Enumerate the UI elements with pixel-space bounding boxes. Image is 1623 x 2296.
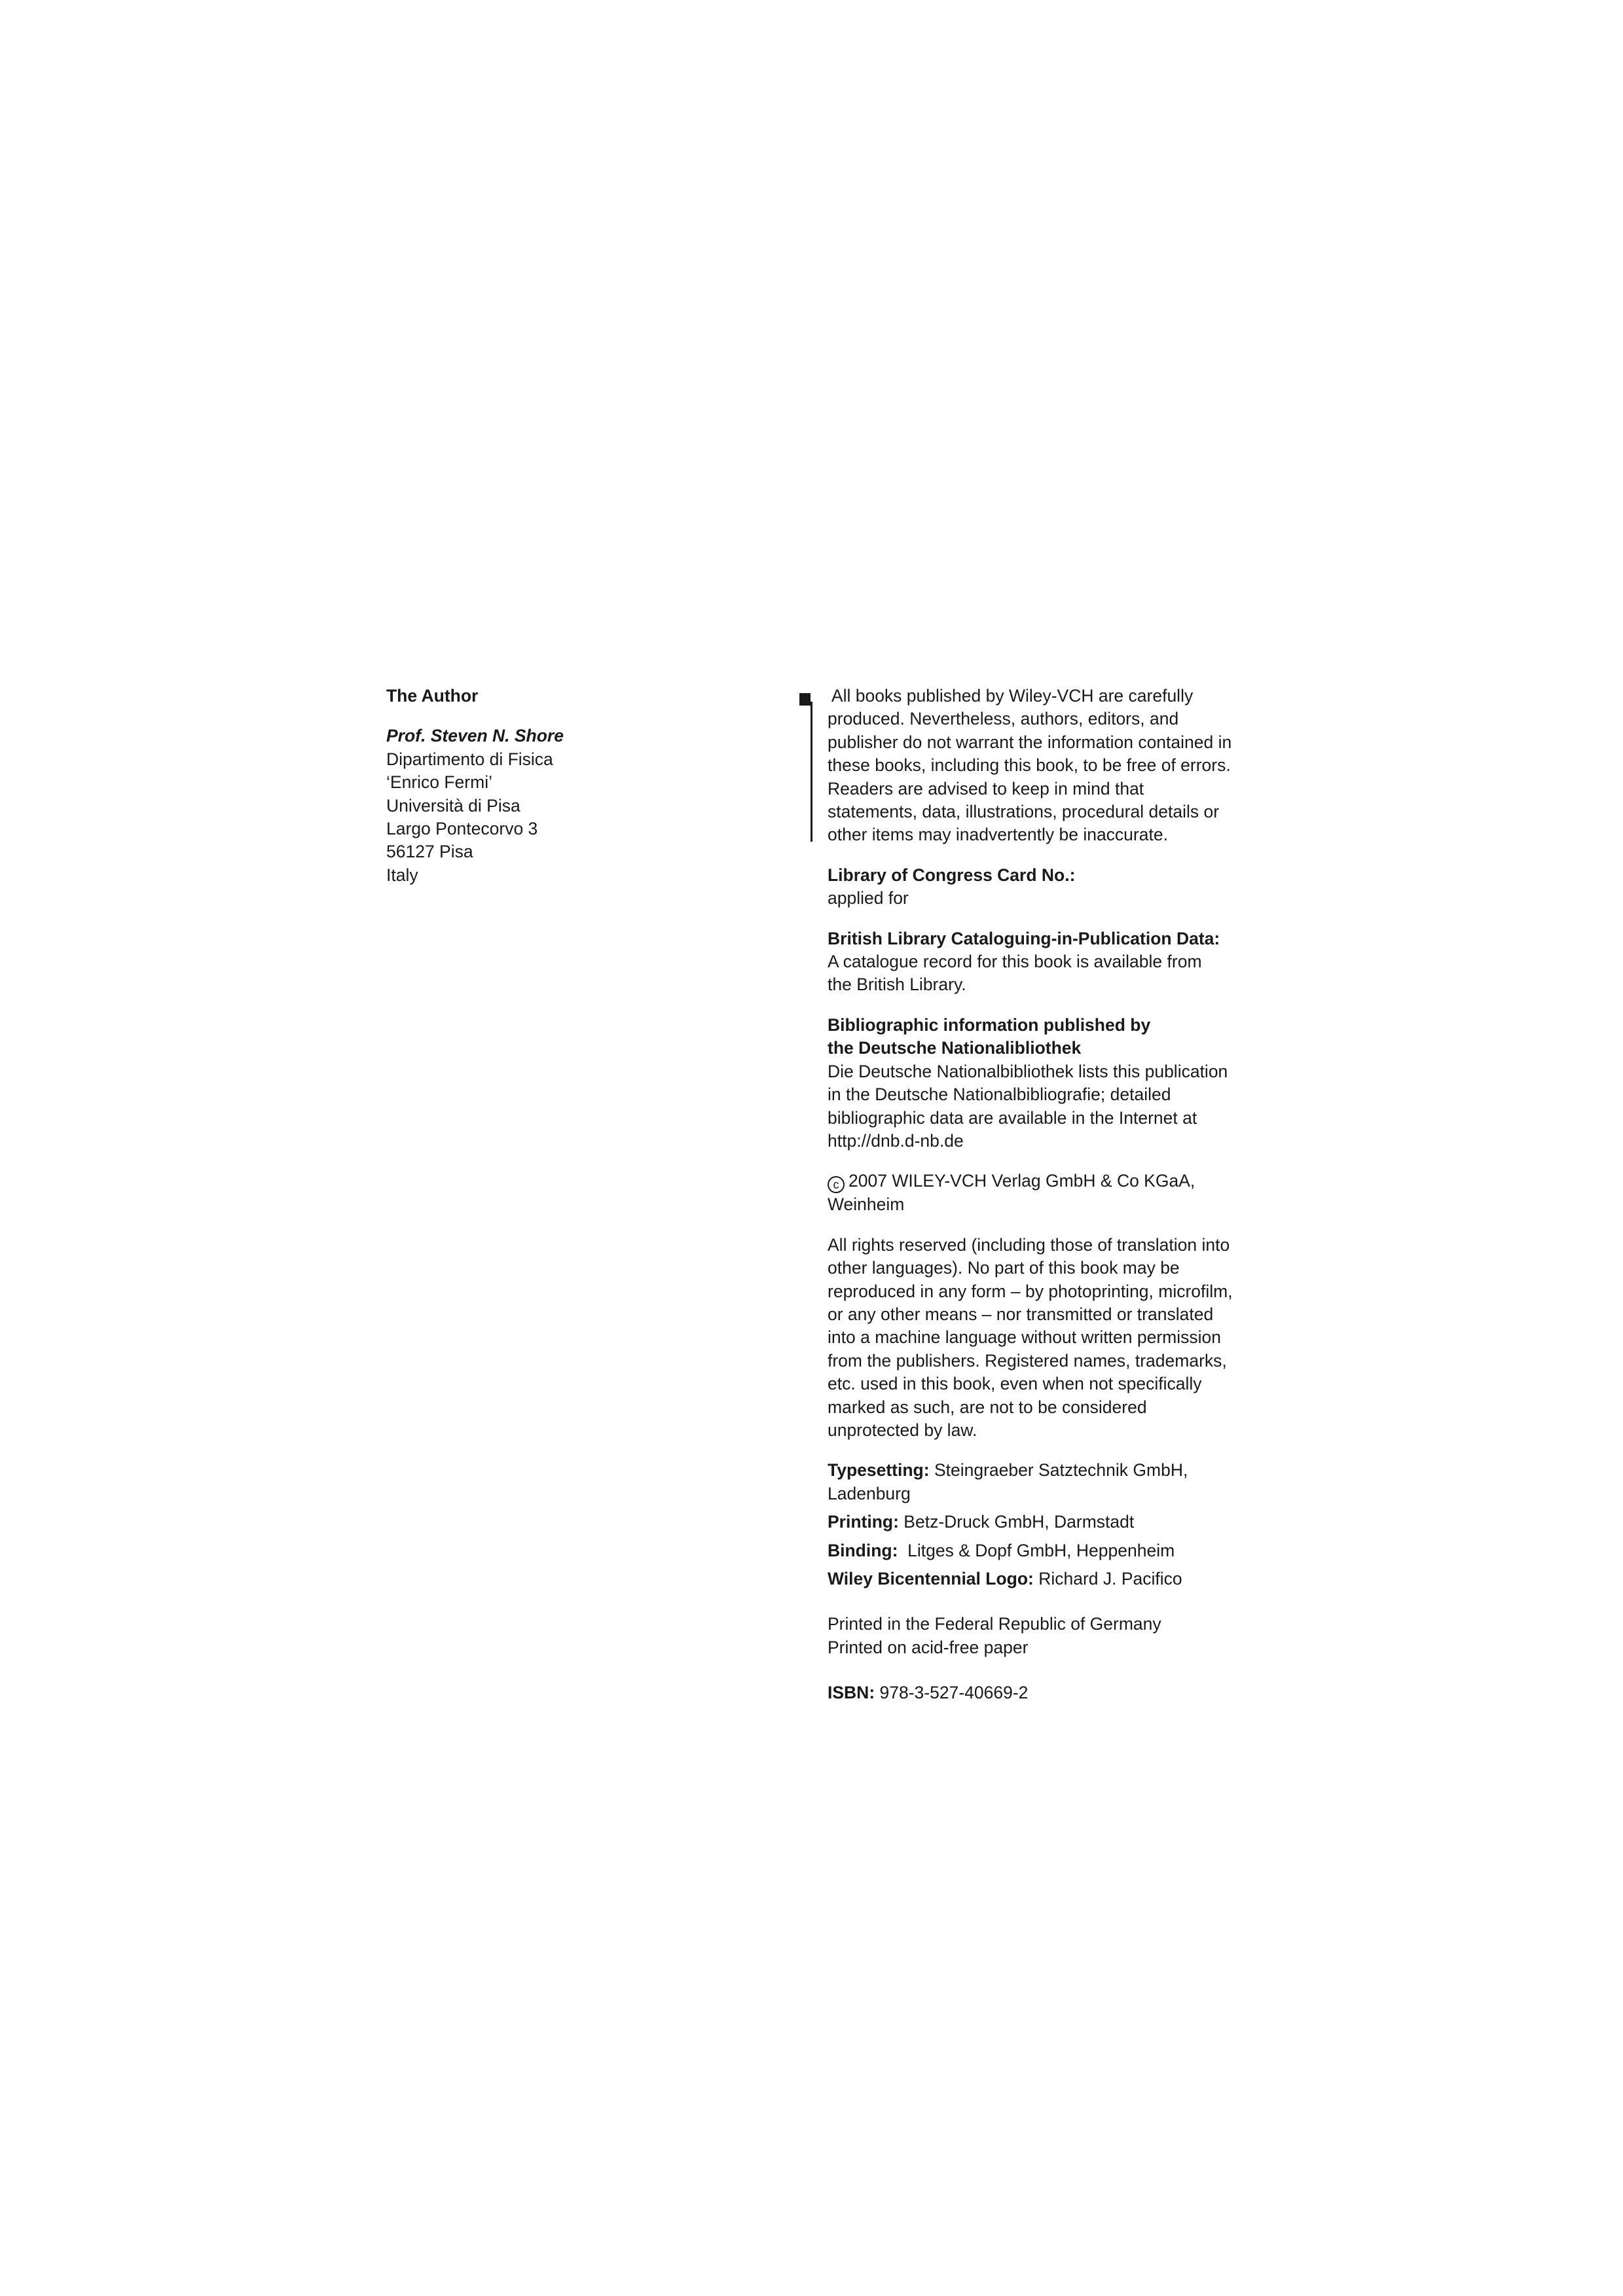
- loc-block: [828, 864, 1260, 910]
- dnb-line: bibliographic data are available in the Internet at: [828, 1107, 1197, 1128]
- author-heading: The Author: [386, 686, 479, 706]
- disclaimer-line: publisher do not warrant the information contained in: [828, 732, 1232, 752]
- typesetting-credit: [828, 1459, 1260, 1482]
- dnb-block: [828, 1014, 1260, 1153]
- printing-value: Betz-Druck GmbH, Darmstadt: [898, 1512, 1135, 1532]
- address-line: Italy: [386, 865, 418, 885]
- printed-line: Printed on acid-free paper: [828, 1637, 1029, 1657]
- loc-heading: Library of Congress Card No.:: [828, 865, 1076, 885]
- dnb-url: http://dnb.d-nb.de: [828, 1130, 964, 1151]
- address-line: 56127 Pisa: [386, 842, 473, 862]
- printed-line: Printed in the Federal Republic of Germany: [828, 1614, 1161, 1634]
- binding-credit: [828, 1539, 1260, 1562]
- rights-line: reproduced in any form – by photoprinting, microfilm,: [828, 1281, 1233, 1301]
- typesetting-value: Steingraeber Satztechnik GmbH,: [929, 1460, 1188, 1480]
- british-library-heading: British Library Cataloguing-in-Publication Data:: [828, 928, 1220, 948]
- address-line: Università di Pisa: [386, 795, 520, 816]
- address-line: ‘Enrico Fermi’: [386, 772, 492, 793]
- typesetting-value-cont: Ladenburg: [828, 1483, 911, 1503]
- disclaimer-line: other items may inadvertently be inaccurate.: [828, 825, 1168, 845]
- copyright-text: 2007 WILEY-VCH Verlag GmbH & Co KGaA,: [848, 1171, 1195, 1191]
- logo-label: Wiley Bicentennial Logo:: [828, 1569, 1034, 1588]
- dnb-heading: the Deutsche Nationalibliothek: [828, 1038, 1082, 1058]
- imprint-section: [828, 685, 1260, 1705]
- rights-line: into a machine language without written permission: [828, 1327, 1221, 1348]
- binding-value: Litges & Dopf GmbH, Heppenheim: [898, 1540, 1175, 1560]
- address-line: Dipartimento di Fisica: [386, 749, 553, 769]
- disclaimer-block: [828, 685, 1260, 847]
- isbn-value: 978-3-527-40669-2: [875, 1683, 1029, 1703]
- binding-label: Binding:: [828, 1540, 898, 1560]
- printed-block: [828, 1613, 1260, 1659]
- copyright-line: Weinheim: [828, 1194, 905, 1215]
- british-library-line: A catalogue record for this book is available from: [828, 952, 1202, 972]
- logo-credit: [828, 1568, 1260, 1590]
- disclaimer-line: statements, data, illustrations, procedural details or: [828, 802, 1220, 822]
- rights-line: marked as such, are not to be considered: [828, 1397, 1147, 1417]
- author-name: Prof. Steven N. Shore: [386, 726, 564, 746]
- dnb-line: Die Deutsche Nationalbibliothek lists this publication: [828, 1061, 1228, 1081]
- rights-line: or any other means – nor transmitted or translated: [828, 1304, 1214, 1324]
- copyright-line: [828, 1170, 1260, 1193]
- address-line: Largo Pontecorvo 3: [386, 819, 538, 839]
- british-library-block: [828, 927, 1260, 997]
- isbn-line: [828, 1681, 1260, 1704]
- loc-text: applied for: [828, 888, 909, 908]
- typesetting-label: Typesetting:: [828, 1460, 930, 1480]
- disclaimer-line: Readers are advised to keep in mind that: [828, 778, 1144, 798]
- rights-line: All rights reserved (including those of translation into: [828, 1234, 1230, 1255]
- dnb-line: in the Deutsche Nationalbibliografie; detailed: [828, 1085, 1171, 1105]
- credits-block: [828, 1459, 1260, 1590]
- isbn-label: ISBN:: [828, 1683, 875, 1703]
- copyright-icon: c: [828, 1176, 845, 1193]
- rights-line: unprotected by law.: [828, 1420, 977, 1440]
- copyright-block: [828, 1170, 1260, 1216]
- dnb-heading: Bibliographic information published by: [828, 1014, 1151, 1035]
- logo-value: Richard J. Pacifico: [1033, 1569, 1182, 1588]
- rights-line: etc. used in this book, even when not specifically: [828, 1374, 1202, 1394]
- rights-line: from the publishers. Registered names, trademarks,: [828, 1350, 1227, 1371]
- disclaimer-rule: [811, 702, 812, 842]
- british-library-line: the British Library.: [828, 975, 966, 995]
- rights-line: other languages). No part of this book may be: [828, 1258, 1180, 1278]
- disclaimer-line: these books, including this book, to be free of errors.: [828, 755, 1231, 776]
- disclaimer-line: All books published by Wiley-VCH are carefully: [828, 686, 1194, 706]
- printing-credit: [828, 1511, 1260, 1534]
- rights-block: [828, 1234, 1260, 1443]
- printing-label: Printing:: [828, 1512, 899, 1532]
- disclaimer-line: produced. Nevertheless, authors, editors, and: [828, 709, 1179, 729]
- disclaimer-marker: [799, 693, 811, 706]
- author-section: [386, 685, 753, 887]
